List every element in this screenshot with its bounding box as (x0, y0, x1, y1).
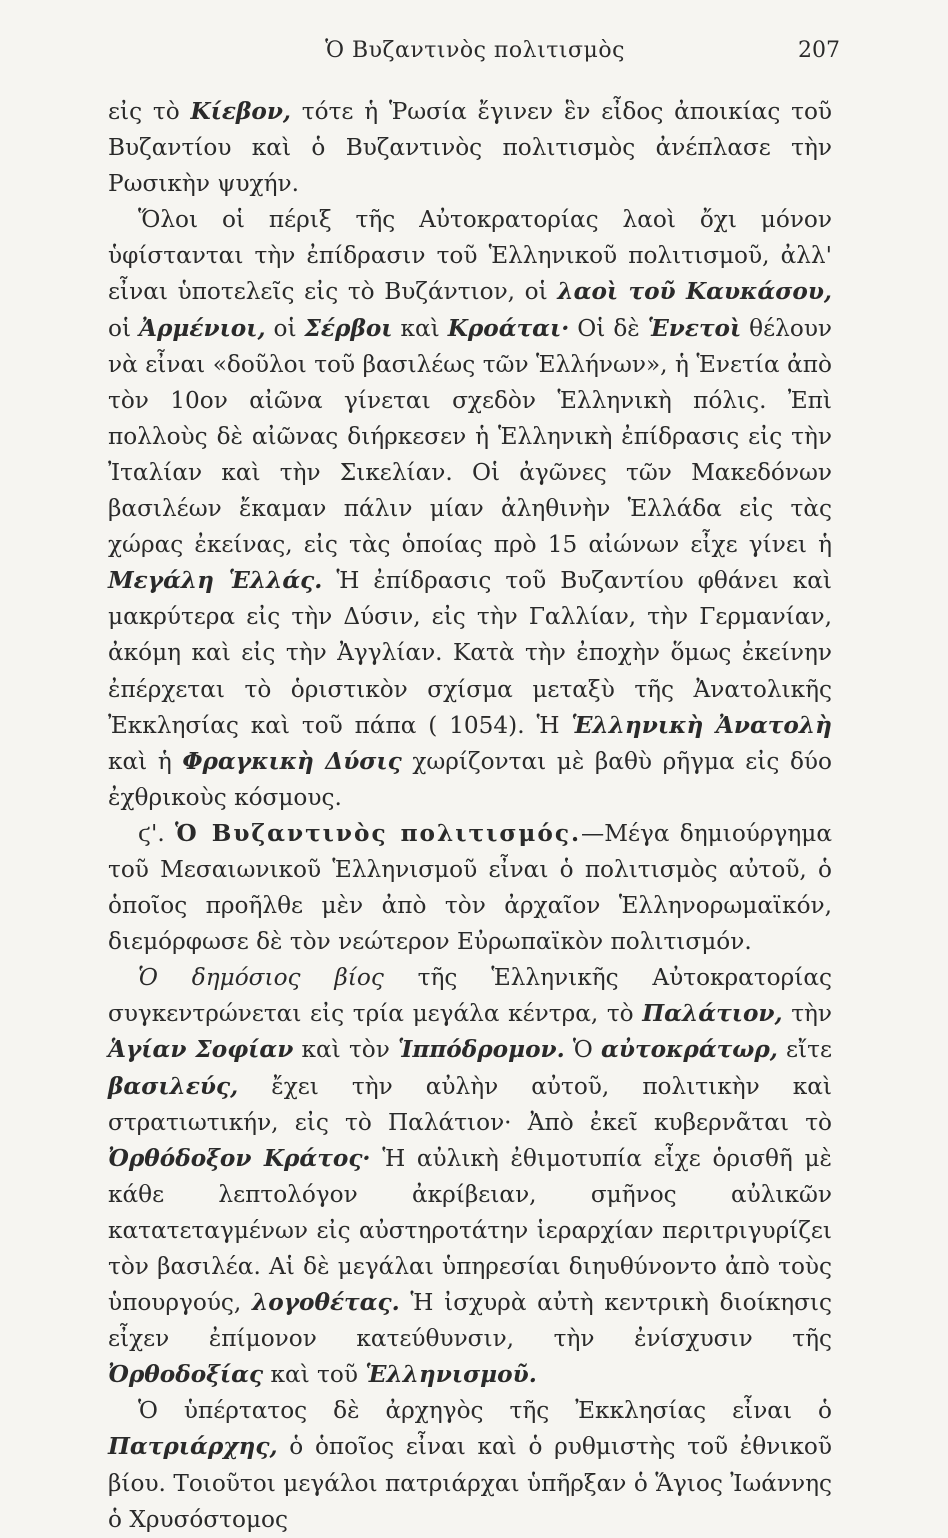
text-run: ἔχει τὴν αὐλὴν αὐτοῦ, πολιτικὴν καὶ στρατιωτικήν, εἰς τὸ Παλάτιον· Ἀπὸ ἐκεῖ κυβερνᾶται τὸ (108, 1072, 832, 1136)
text-run: καὶ ἡ (108, 747, 183, 775)
text-run: τότε ἡ Ῥωσία ἔγινεν ἓν εἶδος ἀποικίας τοῦ Βυζαντίου καὶ ὁ Βυζαντινὸς πολιτισμὸς ἀνέπλασε τὴν Ρωσικὴν ψυχήν. (108, 98, 832, 198)
text-run: Ἡ ἰσχυρὰ αὐτὴ κεντρικὴ διοίκησις εἶχεν ἐπίμονον κατεύθυνσιν, τὴν ἐνίσχυσιν τῆς (108, 1289, 832, 1353)
italic-text: Ὁ δημόσιος βίος (138, 964, 384, 992)
emphasis: Ἀρμένιοι, (139, 314, 266, 342)
text-run: θέλουν νὰ εἶναι «δοῦλοι τοῦ βασιλέως τῶν Ἑλλήνων», ἡ Ἑνετία ἀπὸ τὸν 10ον αἰῶνα γίνεται σχεδὸν Ἑλληνικὴ πόλις. Ἐπὶ πολλοὺς δὲ αἰῶνας διήρκεσεν ἡ Ἑλληνικὴ ἐπίδρασις εἰς τὴν Ἰταλίαν καὶ τὴν Σικελίαν. Οἱ ἀγῶνες τῶν Μακεδόνων βασιλέων ἔκαμαν πάλιν μίαν ἀληθινὴν Ἑλλάδα εἰς τὰς χώρας ἐκείνας, εἰς τὰς ὁποίας πρὸ 15 αἰώνων εἶχε γίνει ἡ (108, 314, 833, 559)
text-run: καὶ (392, 314, 448, 342)
text-run: Ὅλοι οἱ πέριξ τῆς Αὐτοκρατορίας λαοὶ ὄχι μόνον ὑφίστανται τὴν ἐπίδρασιν τοῦ Ἑλληνικοῦ πολιτισμοῦ, ἀλλ' εἶναι ὑποτελεῖς εἰς τὸ Βυζάντιον, οἱ (108, 206, 832, 306)
emphasis: Ἑλληνισμοῦ. (365, 1361, 537, 1389)
text-run: εἴτε (777, 1036, 832, 1064)
text-run: εἰς τὸ (108, 98, 191, 125)
emphasis: Μεγάλη Ἑλλάς. (108, 567, 323, 595)
text-run: τὴν (782, 1000, 833, 1028)
emphasis: Ἱππόδρομον. (398, 1036, 565, 1064)
section-number: ϛ'. (138, 819, 165, 847)
running-title: Ὁ Βυζαντινὸς πολιτισμὸς (325, 38, 625, 63)
text-run: Ἡ ἐπίδρασις τοῦ Βυζαντίου φθάνει καὶ μακρύτερα εἰς τὴν Δύσιν, εἰς τὴν Γαλλίαν, τὴν Γερμανίαν, ἀκόμη καὶ εἰς τὴν Ἀγγλίαν. Κατὰ τὴν ἐποχὴν ὅμως ἐκείνην ἐπέρχεται τὸ ὁριστικὸν σχίσμα μεταξὺ τῆς Ἀνατολικῆς Ἐκκλησίας καὶ τοῦ πάπα ( 1054). Ἡ (108, 567, 832, 739)
page-header (110, 34, 840, 74)
section-title: Ὁ Βυζαντινὸς πολιτισμός. (175, 819, 582, 847)
emphasis: Ἁγίαν Σοφίαν (108, 1036, 294, 1064)
text-run: Οἱ δὲ (569, 314, 648, 342)
emphasis: Ἑλληνικὴ Ἀνατολὴ (571, 711, 832, 739)
emphasis: Ἑνετοὶ (647, 314, 742, 342)
paragraph-3 (108, 816, 832, 960)
text-run: Ὁ (564, 1036, 602, 1064)
emphasis: αὐτοκράτωρ, (601, 1036, 778, 1064)
paragraph-1 (108, 94, 832, 202)
emphasis: λαοὶ τοῦ Καυκάσου, (557, 278, 832, 306)
text-run: Ἡ αὐλικὴ ἐθιμοτυπία εἶχε ὁρισθῆ μὲ κάθε λεπτολόγον ἀκρίβειαν, σμῆνος αὐλικῶν κατατεταγμένων εἰς αὐστηροτάτην ἱεραρχίαν περιτριγυρίζει τὸν βασιλέα. Αἱ δὲ μεγάλαι ὑπηρεσίαι διηυθύνοντο ἀπὸ τοὺς ὑπουργούς, (108, 1144, 833, 1317)
paragraph-2 (108, 202, 832, 816)
text-run: οἱ (108, 314, 140, 342)
text-run: καὶ τοῦ (263, 1361, 366, 1389)
text-run: ὁ ὁποῖος εἶναι καὶ ὁ ρυθμιστὴς τοῦ ἐθνικοῦ βίου. Τοιοῦτοι μεγάλοι πατριάρχαι ὑπῆρξαν ὁ Ἅγιος Ἰωάννης ὁ Χρυσόστομος (108, 1433, 832, 1533)
text-run: οἱ (265, 314, 305, 342)
paragraph-5 (108, 1393, 832, 1537)
page-number: 207 (798, 38, 840, 63)
emphasis: Ὀρθόδοξον Κράτος· (108, 1144, 371, 1172)
emphasis: Σέρβοι (304, 314, 393, 342)
page-body (108, 94, 832, 1538)
paragraph-4 (108, 960, 832, 1393)
emphasis: Κίεβον, (190, 98, 291, 125)
text-run: Ὁ ὑπέρτατος δὲ ἀρχηγὸς τῆς Ἐκκλησίας εἶναι ὁ (138, 1397, 832, 1425)
emphasis: Πατριάρχης, (108, 1433, 278, 1461)
emphasis: Παλάτιον, (642, 1000, 783, 1028)
emphasis: Ὀρθοδοξίας (108, 1361, 264, 1389)
emphasis: Κροάται· (447, 314, 570, 342)
emphasis: βασιλεύς, (108, 1072, 239, 1100)
text-run: χωρίζονται μὲ βαθὺ ρῆγμα εἰς δύο ἐχθρικοὺς κόσμους. (108, 747, 832, 811)
emphasis: λογοθέτας. (252, 1289, 400, 1317)
text-run: καὶ τὸν (293, 1036, 399, 1064)
text-run: —Μέγα δημιούργημα τοῦ Μεσαιωνικοῦ Ἑλληνισμοῦ εἶναι ὁ πολιτισμὸς αὐτοῦ, ὁ ὁποῖος προῆλθε μὲν ἀπὸ τὸν ἀρχαῖον Ἑλληνορωμαϊκόν, διεμόρφωσε δὲ τὸν νεώτερον Εὐρωπαϊκὸν πολιτισμόν. (108, 819, 832, 956)
text-run: τῆς Ἑλληνικῆς Αὐτοκρατορίας συγκεντρώνεται εἰς τρία μεγάλα κέντρα, τὸ (108, 964, 832, 1028)
emphasis: Φραγκικὴ Δύσις (182, 747, 402, 775)
